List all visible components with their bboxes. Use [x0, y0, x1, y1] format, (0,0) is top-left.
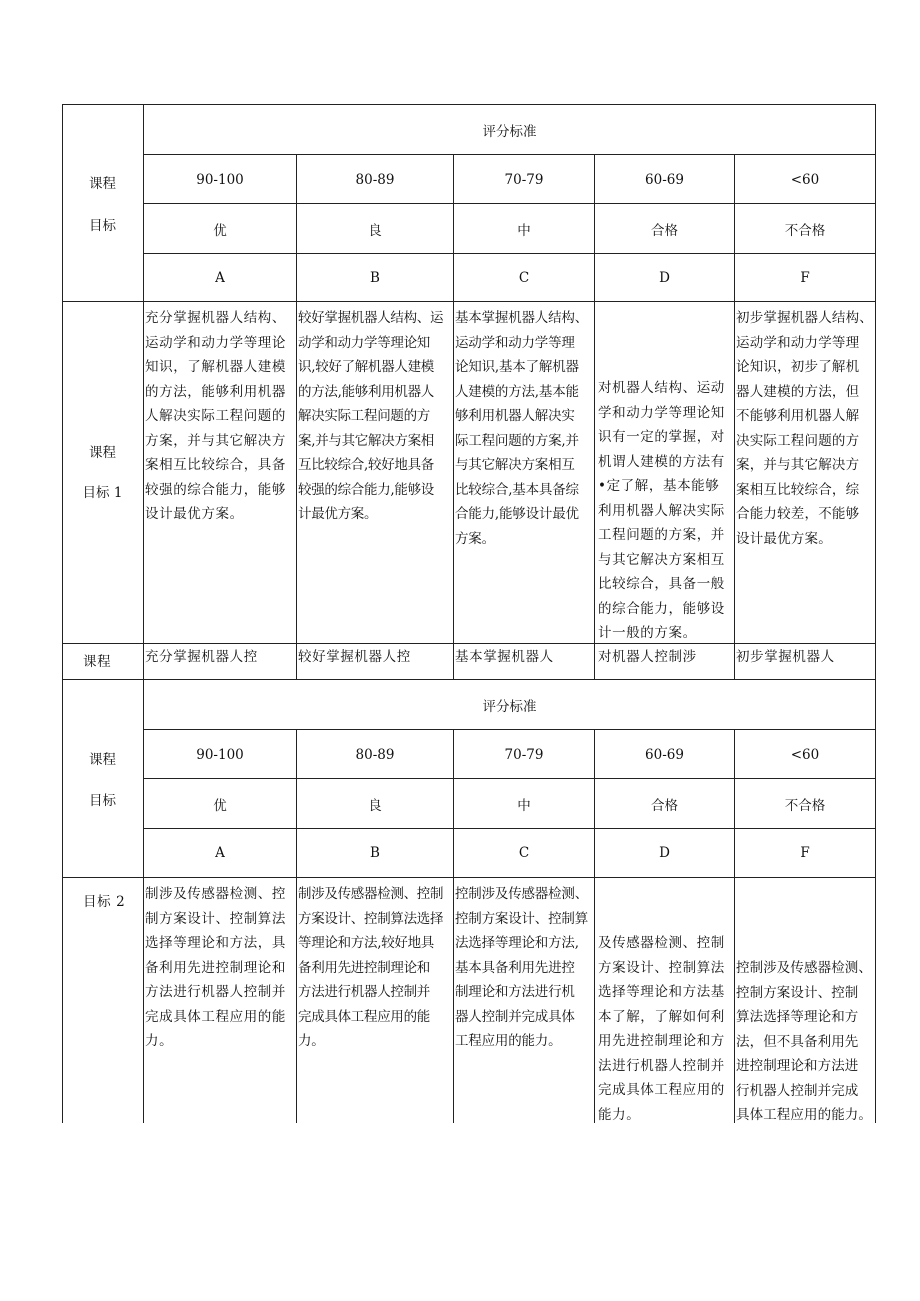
grade-cell: 合格: [594, 203, 734, 253]
cell-text: 控制涉及传感器检测、 控制方案设计、控制算 法选择等理论和方法, 基本具备利用先进控 制理论和方法进行机 器人控制并完成具体 工程应用的能力。: [455, 886, 588, 1049]
grade-cell: 合格: [594, 778, 734, 828]
score-range-cell: 60-69: [594, 729, 734, 779]
grade-cell: 良: [296, 203, 453, 253]
cell-text: 对机器人控制涉: [598, 649, 697, 665]
grade-letter-cell: D: [594, 253, 734, 303]
grade-cell: 优: [143, 203, 296, 253]
score-range-cell: 70-79: [453, 154, 594, 204]
row-label-cell: [62, 643, 143, 679]
cell-text: 充分掌握机器人控: [145, 649, 258, 665]
score-range-cell: 80-89: [296, 154, 453, 204]
label-course: 课程: [89, 752, 116, 768]
cell-text: 基本掌握机器人: [455, 649, 554, 665]
grade-letter-cell: D: [594, 828, 734, 878]
grade-cell: 不合格: [734, 203, 876, 253]
grade-cell: 不合格: [734, 778, 876, 828]
grade-cell: 良: [296, 778, 453, 828]
objective-cell-c: [453, 643, 594, 679]
cell-text: 制涉及传感器检测、控 制方案设计、控制算法 选择等理论和方法，具 备利用先进控制理论和 方法进行机器人控制并 完成具体工程应用的能 力。: [145, 886, 286, 1049]
grade-letter-cell: F: [734, 828, 876, 878]
cell-text: 初步掌握机器人结构、 运动学和动力学等理 论知识，初步了解机 器人建模的方法，但 不能够利用机器人解 决实际工程问题的方 案，并与其它解决方 案相互比较综合，综 合能力较差，不能够 设计最优方案。: [736, 310, 873, 547]
score-range-cell: 90-100: [143, 154, 296, 204]
objective-1-cell-f: [734, 301, 876, 643]
grade-cell: 优: [143, 778, 296, 828]
cell-text: 初步掌握机器人: [736, 649, 835, 665]
objective-2-cell-a: [143, 877, 296, 1123]
grade-letter-cell: C: [453, 253, 594, 303]
cell-text: 制涉及传感器检测、控制 方案设计、控制算法选择 等理论和方法,较好地具 备利用先进控制理论和 方法进行机器人控制并 完成具体工程应用的能 力。: [298, 886, 444, 1049]
cell-text: 较好掌握机器人结构、运 动学和动力学等理论知 识,较好了解机器人建模 的方法,能够利用机器人 解决实际工程问题的方 案,并与其它解决方案相 互比较综合,较好地具备 较强的综合能力,能够设 计最优方案。: [298, 310, 444, 522]
label-course: 课程: [89, 445, 116, 461]
objective-2-cell-f: [734, 877, 876, 1123]
objective-cell-d: [594, 643, 734, 679]
course-objective-header-cell: [62, 679, 143, 877]
grade-letter-cell: A: [143, 253, 296, 303]
objective-1-cell-c: [453, 301, 594, 643]
objective-cell-b: [296, 643, 453, 679]
objective-cell-f: [734, 643, 876, 679]
course-objective-header-cell: [62, 104, 143, 301]
cell-text: 课程: [83, 654, 112, 670]
objective-2-cell-d: [594, 877, 734, 1123]
cell-text: 基本掌握机器人结构、 运动学和动力学等理 论知识,基本了解机器 人建模的方法,基本能 够利用机器人解决实 际工程问题的方案,并 与其它解决方案相互 比较综合,基本具备综 合能力,能够设计最优 方案。: [455, 310, 588, 547]
scoring-standard-header: 评分标准: [143, 679, 876, 729]
grade-letter-cell: C: [453, 828, 594, 878]
label-objective-1: 目标 1: [82, 485, 123, 501]
cell-text: 目标 2: [83, 894, 126, 910]
objective-1-label-cell: [62, 301, 143, 643]
cell-text: 充分掌握机器人结构、 运动学和动力学等理论 知识，了解机器人建模 的方法，能够利用机器 人解决实际工程问题的 方案，并与其它解决方 案相互比较综合，具备 较强的综合能力，能够 设计最优方案。: [145, 310, 286, 522]
score-range-cell: <60: [734, 729, 876, 779]
objective-cell-a: [143, 643, 296, 679]
grade-letter-cell: F: [734, 253, 876, 303]
score-range-cell: 70-79: [453, 729, 594, 779]
scoring-standard-header: 评分标准: [143, 104, 876, 154]
label-course: 课程: [89, 176, 116, 192]
grade-cell: 中: [453, 778, 594, 828]
grade-letter-cell: A: [143, 828, 296, 878]
objective-2-cell-b: [296, 877, 453, 1123]
score-range-cell: 80-89: [296, 729, 453, 779]
grade-letter-cell: B: [296, 253, 453, 303]
objective-1-cell-d: [594, 301, 734, 643]
label-objective: 目标: [89, 793, 116, 809]
objective-2-cell-c: [453, 877, 594, 1123]
objective-1-cell-a: [143, 301, 296, 643]
grade-letter-cell: B: [296, 828, 453, 878]
objective-2-label-cell: [62, 877, 143, 1123]
score-range-cell: <60: [734, 154, 876, 204]
cell-text: 及传感器检测、控制 方案设计、控制算法 选择等理论和方法基 本了解，了解如何利 用先进控制理论和方 法进行机器人控制并 完成具体工程应用的 能力。: [598, 935, 725, 1123]
objective-1-cell-b: [296, 301, 453, 643]
grade-cell: 中: [453, 203, 594, 253]
score-range-cell: 60-69: [594, 154, 734, 204]
cell-text: 控制涉及传感器检测、 控制方案设计、控制 算法选择等理论和方 法，但不具备利用先 进控制理论和方法进 行机器人控制并完成 具体工程应用的能力。: [736, 960, 872, 1123]
cell-text: 对机器人结构、运动 学和动力学等理论知 识有一定的掌握，对 机谓人建模的方法有 •定了解，基本能够 利用机器人解决实际 工程问题的方案，并 与其它解决方案相互 比较综合，具备一般 的综合能力，能够设 计一般的方案。: [598, 380, 725, 641]
label-objective: 目标: [89, 218, 116, 234]
score-range-cell: 90-100: [143, 729, 296, 779]
cell-text: 较好掌握机器人控: [298, 649, 411, 665]
